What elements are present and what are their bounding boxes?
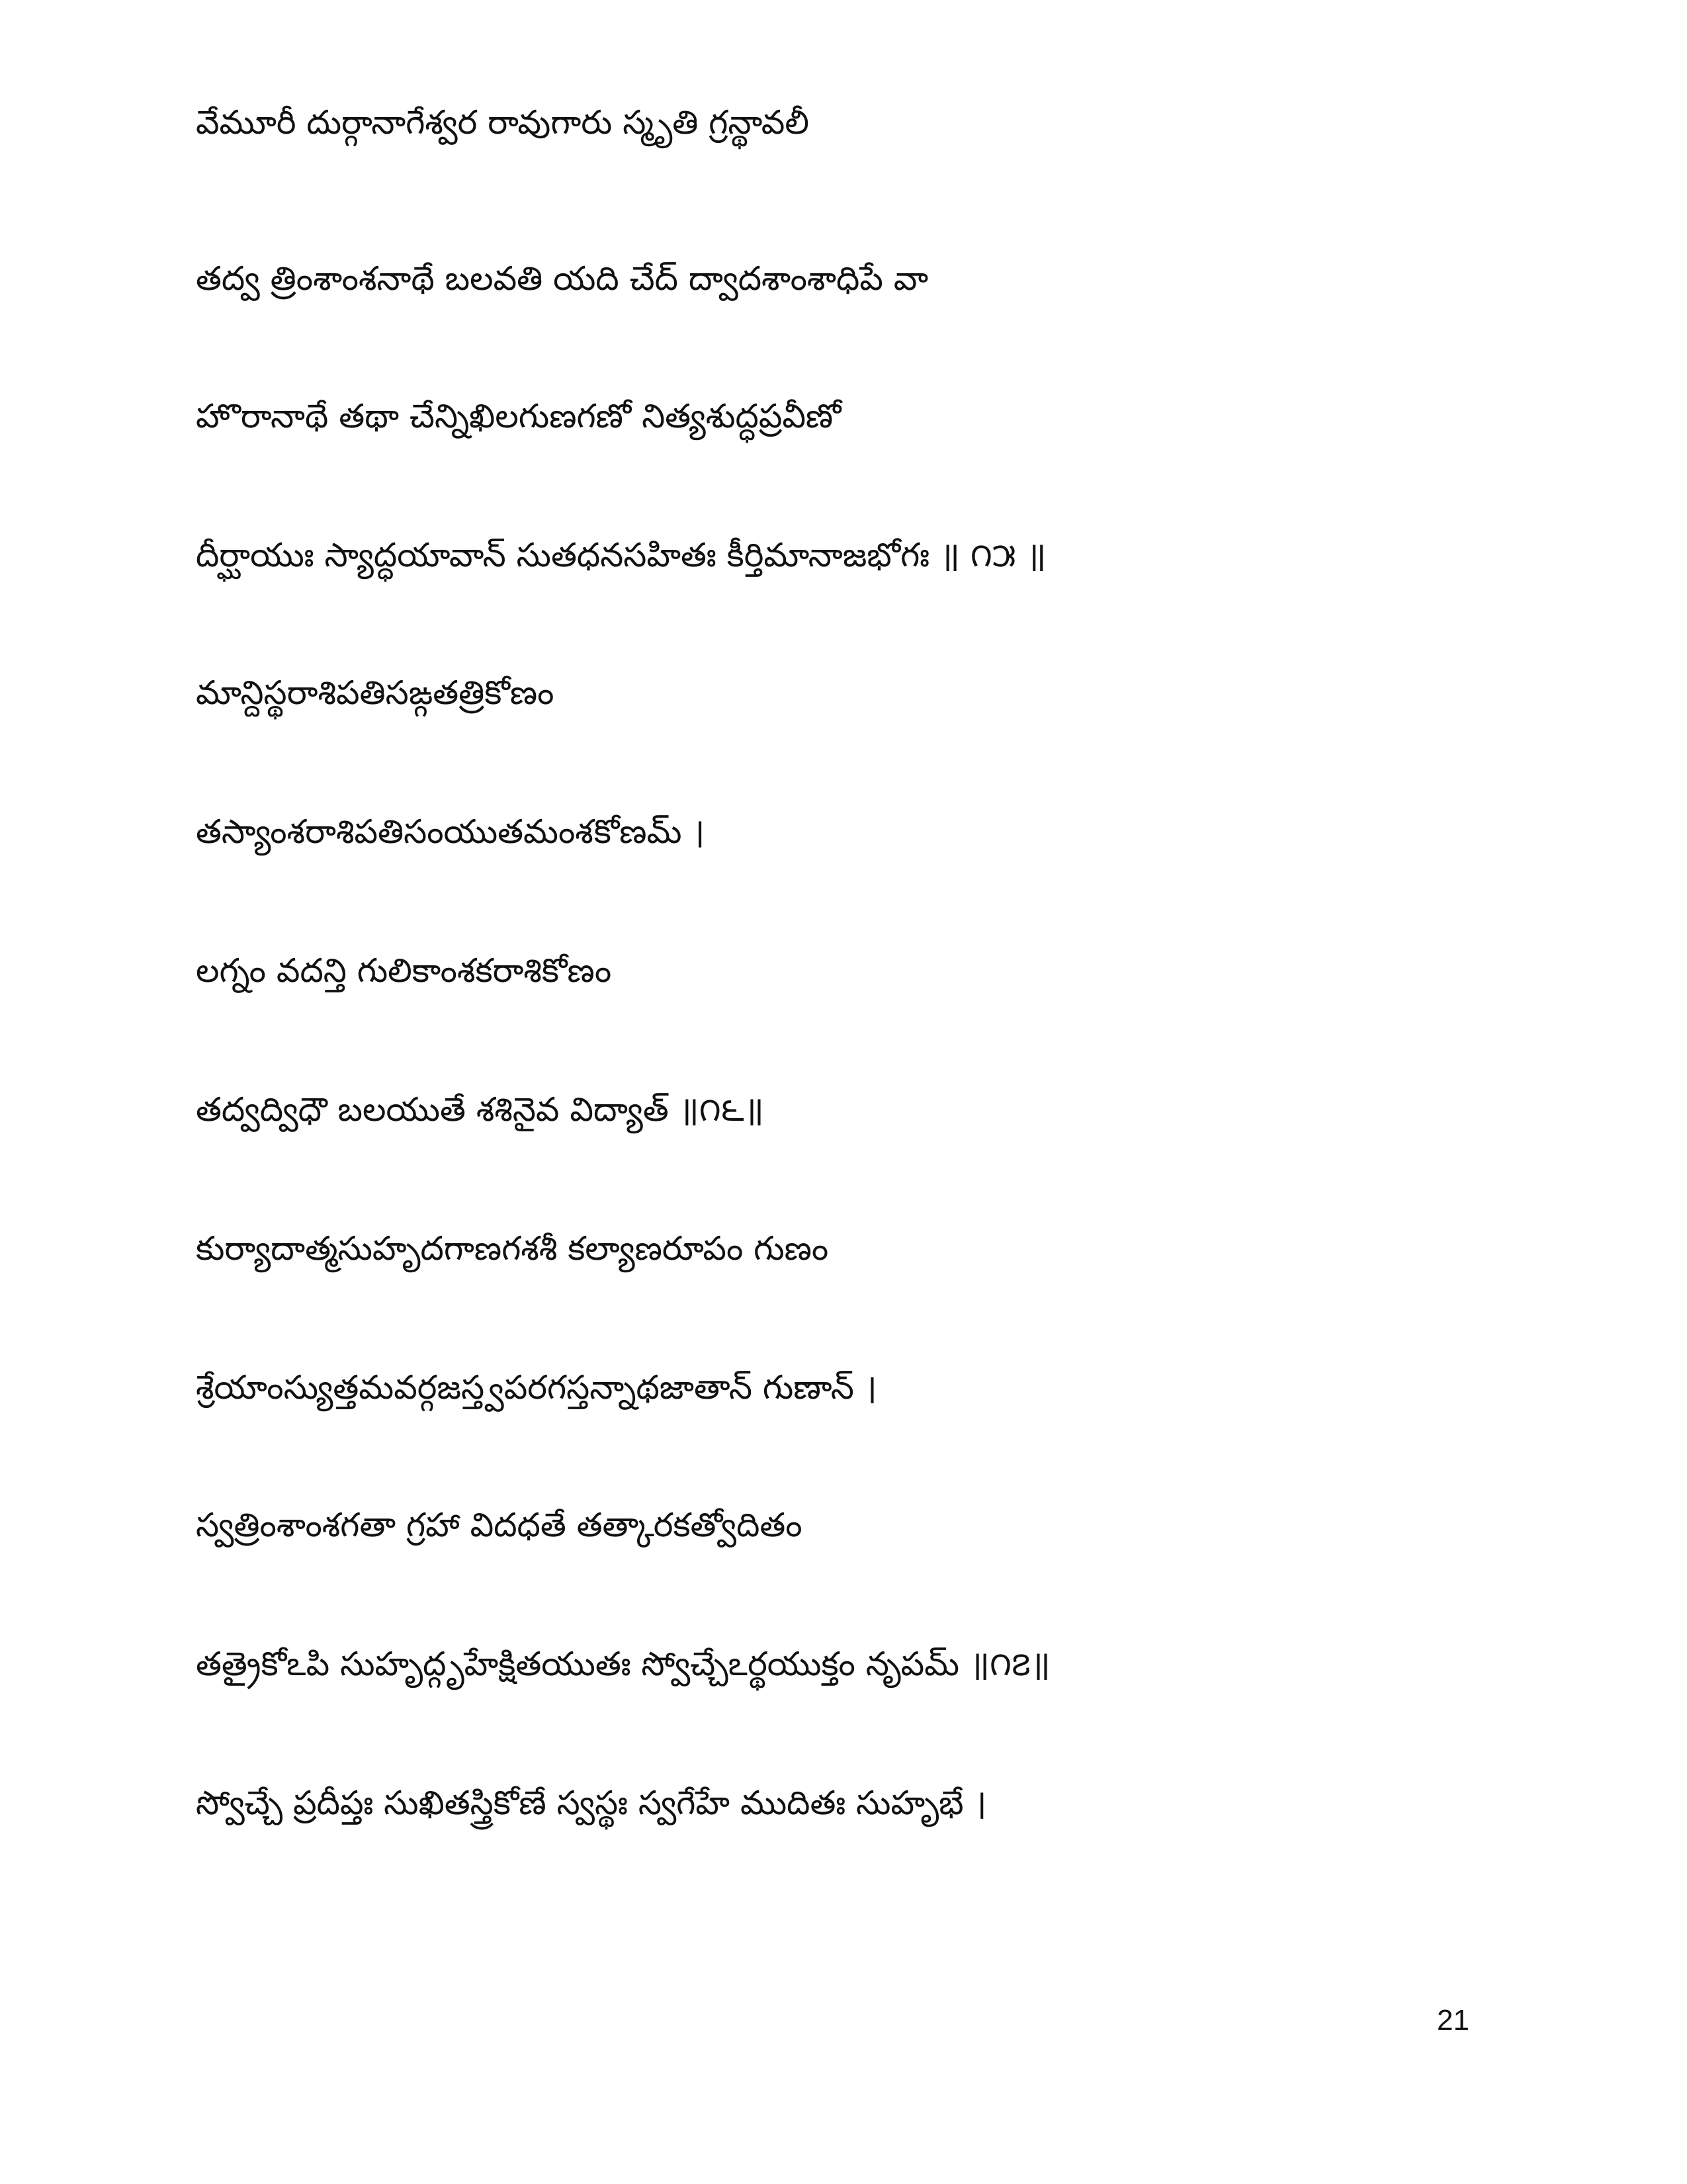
- verse-line-4: మాన్దిస్థరాశిపతిసఙ్గతత్రికోణం: [196, 674, 554, 712]
- verse-line-5: తస్యాంశరాశిపతిసంయుతమంశకోణమ్ ।: [196, 812, 705, 851]
- verse-line-7: తద్వద్విధౌ బలయుతే శశినైవ విద్యాత్ ॥౧౬॥: [196, 1090, 764, 1129]
- verse-line-11: తత్రైకోఽపి సుహృద్గృహేక్షితయుతః స్వోచ్చేఽర్థయుక్తం నృపమ్ ॥౧౭॥: [196, 1645, 1051, 1683]
- verse-line-8: కుర్యాదాత్మసుహృదగాణగశశీ కల్యాణరూపం గుణం: [196, 1229, 829, 1268]
- verse-line-1: తద్వ త్రింశాంశనాథే బలవతి యది చేద్ ద్వాదశాంశాధిపే వా: [196, 259, 929, 298]
- verse-line-12: స్వోచ్చే ప్రదీప్తః సుఖితస్త్రికోణే స్వస్థః స్వగేహే ముదితః సుహృభే ।: [196, 1784, 987, 1822]
- page-number: 21: [1437, 2004, 1469, 2036]
- verse-line-9: శ్రేయాంస్యుత్తమవర్గజస్త్వపరగస్తన్నాథజాతాన్ గుణాన్ ।: [196, 1368, 877, 1407]
- verse-line-6: లగ్నం వదన్తి గులికాంశకరాశికోణం: [196, 951, 612, 990]
- page-header: వేమూరీ దుర్గానాగేశ్వర రావుగారు స్మృతి గ్రన్థావలీ: [196, 103, 809, 142]
- verse-line-3: దీర్ఘాయుః స్యాద్ధయావాన్ సుతధనసహితః కీర్తిమానాజభోగః ॥ ౧౫ ॥: [196, 536, 1047, 574]
- verse-line-2: హొరానాథే తథా చేన్నిఖిలగుణగణో నిత్యశుద్ధప్రవీణో: [196, 397, 842, 435]
- verse-line-10: స్వత్రింశాంశగతా గ్రహా విదధతే తత్కారకత్వోదితం: [196, 1506, 802, 1544]
